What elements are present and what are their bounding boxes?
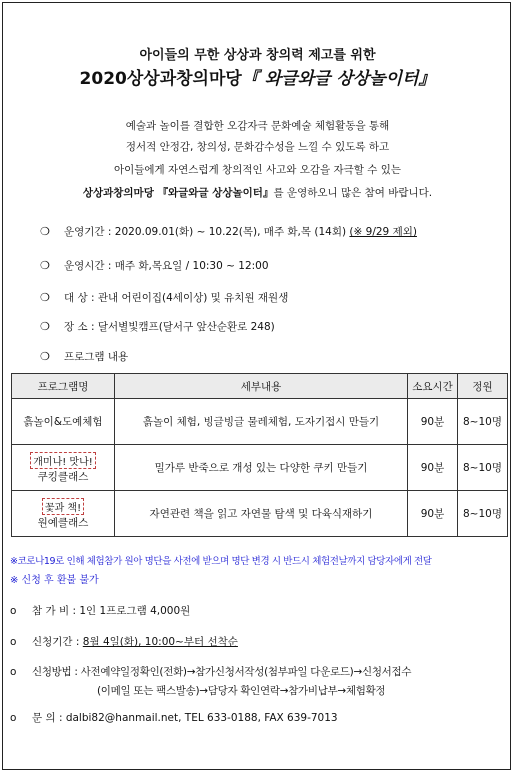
circle-bullet-icon: ❍ xyxy=(40,225,50,238)
bullet-marker: o xyxy=(10,712,17,724)
program-tagline: 개미나! 맛나! xyxy=(30,452,96,469)
subtitle: 아이들의 무한 상상과 창의력 제고를 위한 xyxy=(139,48,376,63)
bullet-marker: o xyxy=(10,605,17,617)
bullet-target xyxy=(40,290,288,305)
col-header-name: 프로그램명 xyxy=(12,374,115,399)
contact-line xyxy=(10,710,338,725)
program-tagline: 꽃과 책! xyxy=(42,498,84,515)
program-detail: 자연관련 책을 읽고 자연물 탐색 및 다육식재하기 xyxy=(115,491,408,537)
circle-bullet-icon: ❍ xyxy=(40,291,50,304)
apply-label: 신청기간 : xyxy=(32,636,83,648)
program-detail: 밀가루 반죽으로 개성 있는 다양한 쿠키 만들기 xyxy=(115,445,408,491)
fee-text: 참 가 비 : 1인 1프로그램 4,000원 xyxy=(32,605,191,617)
program-time: 90분 xyxy=(408,445,458,491)
target-text: 대 상 : 관내 어린이집(4세이상) 및 유치원 재원생 xyxy=(64,292,289,304)
col-header-detail: 세부내용 xyxy=(115,374,408,399)
bullet-period xyxy=(40,224,417,239)
method-line-1 xyxy=(10,664,411,679)
program-detail: 흙놀이 체험, 빙글빙글 물레체험, 도자기접시 만들기 xyxy=(115,399,408,445)
bullet-place xyxy=(40,319,275,334)
bullet-program xyxy=(40,349,128,364)
intro-line-2: 정서적 안정감, 창의성, 문화감수성을 느낄 수 있도록 하고 xyxy=(125,141,390,153)
intro-line-4-rest: 를 운영하오니 많은 참여 바랍니다. xyxy=(273,187,433,199)
title-prefix: 2020상상과창의마당 xyxy=(79,69,242,89)
col-header-time: 소요시간 xyxy=(408,374,458,399)
col-header-capacity: 정원 xyxy=(458,374,508,399)
bullet-time xyxy=(40,258,269,273)
covid-note: ※코로나19로 인해 체험참가 원아 명단을 사전에 받으며 명단 변경 시 반드시 체험전날까지 담당자에게 전달 xyxy=(10,556,432,567)
page-title xyxy=(0,64,515,89)
period-label: 운영기간 : xyxy=(64,226,115,238)
program-name: 흙놀이&도예체험 xyxy=(12,399,115,445)
circle-bullet-icon: ❍ xyxy=(40,320,50,333)
circle-bullet-icon: ❍ xyxy=(40,259,50,272)
program-name: 쿠킹클래스 xyxy=(37,470,89,483)
place-text: 장 소 : 달서별빛캠프(달서구 앞산순환로 248) xyxy=(64,321,275,333)
period-note: (※ 9/29 제외) xyxy=(349,226,417,238)
apply-value: 8월 4일(화), 10:00~부터 선착순 xyxy=(82,636,238,648)
title-event: 『 와글와글 상상놀이터』 xyxy=(241,69,436,89)
program-table xyxy=(11,373,508,537)
table-row xyxy=(12,491,508,537)
table-header-row xyxy=(12,374,508,399)
program-capacity: 8~10명 xyxy=(458,399,508,445)
program-time: 90분 xyxy=(408,399,458,445)
bullet-marker: o xyxy=(10,636,17,648)
time-text: 운영시간 : 매주 화,목요일 / 10:30 ~ 12:00 xyxy=(64,260,269,272)
period-value: 2020.09.01(화) ~ 10.22(목), 매주 화,목 (14회) xyxy=(114,226,350,238)
intro-line-4 xyxy=(0,185,515,200)
bullet-marker: o xyxy=(10,666,17,678)
program-name: 원예클래스 xyxy=(37,516,89,529)
intro-event-name: 상상과창의마당 『와글와글 상상놀이터』 xyxy=(82,187,274,199)
refund-note: ※ 신청 후 환불 불가 xyxy=(10,575,99,586)
contact-text: 문 의 : dalbi82@hanmail.net, TEL 633-0188, FAX 639-7013 xyxy=(32,712,338,724)
circle-bullet-icon: ❍ xyxy=(40,350,50,363)
method-text-1: 신청방법 : 사전예약일정확인(전화)→참가신청서작성(첨부파일 다운로드)→신청서접수 xyxy=(32,666,412,678)
table-row xyxy=(12,445,508,491)
program-text: 프로그램 내용 xyxy=(64,351,129,363)
program-name-cell xyxy=(12,491,115,537)
apply-period-line xyxy=(10,634,238,649)
table-row xyxy=(12,399,508,445)
fee-line xyxy=(10,603,190,618)
program-capacity: 8~10명 xyxy=(458,491,508,537)
intro-line-3: 아이들에게 자연스럽게 창의적인 사고와 오감을 자극할 수 있는 xyxy=(113,164,402,176)
intro-line-1: 예술과 놀이를 결합한 오감자극 문화예술 체험활동을 통해 xyxy=(125,120,390,132)
program-time: 90분 xyxy=(408,491,458,537)
method-line-2: (이메일 또는 팩스발송)→담당자 확인연락→참가비납부→체험확정 xyxy=(97,685,386,697)
program-name-cell xyxy=(12,445,115,491)
program-capacity: 8~10명 xyxy=(458,445,508,491)
